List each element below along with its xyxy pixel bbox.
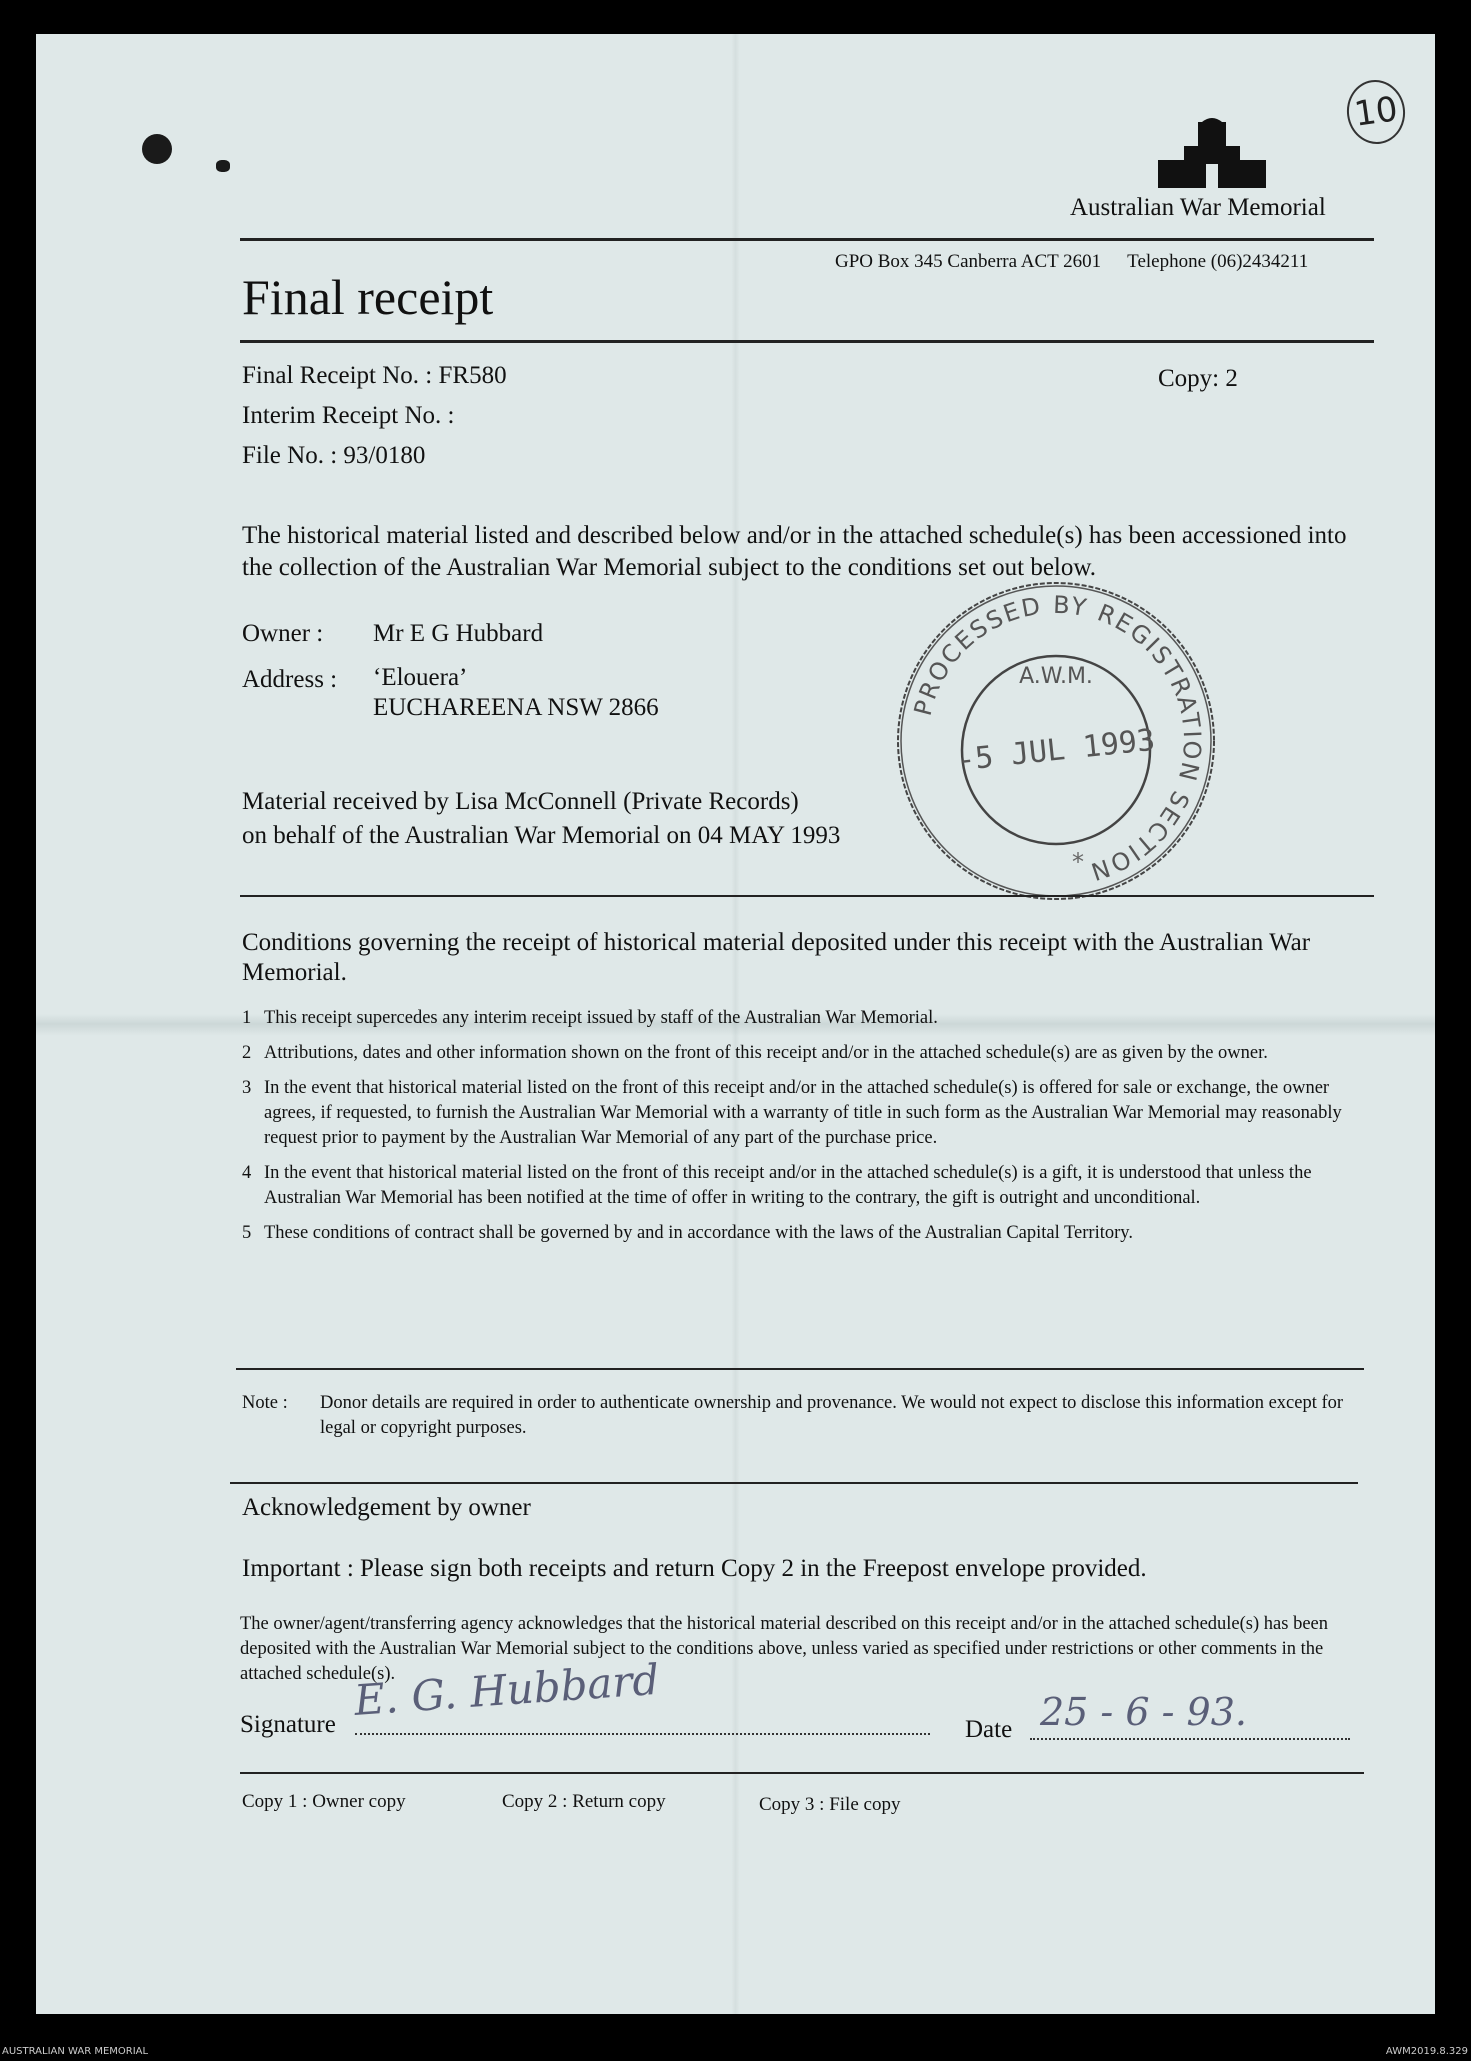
signature-handwriting: E. G. Hubbard: [352, 1654, 661, 1725]
note-text: Donor details are required in order to authenticate ownership and provenance. We would not expect to disclose this information except for legal or copyright purposes.: [320, 1393, 1344, 1438]
acknowledgement-title: Acknowledgement by owner: [242, 1494, 531, 1521]
final-receipt-number: [242, 362, 507, 390]
owner-label: Owner :: [242, 620, 324, 647]
owner-value: Mr E G Hubbard: [373, 620, 544, 647]
stamp-org: A.W.M.: [1019, 664, 1093, 689]
page-title: Final receipt: [242, 269, 494, 325]
note-divider: [230, 1482, 1358, 1484]
condition-number: 5: [242, 1223, 252, 1243]
punch-hole-torn: [216, 160, 230, 172]
final-receipt-label: Final Receipt No. :: [242, 362, 433, 389]
condition-text: In the event that historical material listed on the front of this receipt and/or in the attached schedule(s) is a gift, it is understood that unless the Australian War Memorial has been notified at the time of offer in writing to the contrary, the gift is outright and unconditional.: [264, 1163, 1312, 1208]
awm-logo-icon: [1158, 116, 1266, 188]
stamp-date: -5 JUL 1993: [955, 722, 1157, 779]
registration-stamp: [895, 580, 1217, 902]
condition-number: 1: [242, 1008, 252, 1028]
important-instruction: Important : Please sign both receipts and return Copy 2 in the Freepost envelope provided.: [242, 1555, 1147, 1582]
punch-hole: [142, 134, 172, 164]
condition-number: 4: [242, 1163, 252, 1183]
conditions-divider: [236, 1368, 1364, 1370]
copy-3-label: Copy 3 : File copy: [759, 1794, 901, 1815]
file-number: [242, 442, 425, 470]
condition-number: 3: [242, 1078, 252, 1098]
copy-1-label: Copy 1 : Owner copy: [242, 1791, 406, 1812]
file-label: File No. :: [242, 442, 338, 469]
date-handwriting: 25 - 6 - 93.: [1040, 1690, 1247, 1734]
address-label: Address :: [242, 666, 338, 693]
donor-note: [242, 1391, 1362, 1441]
header-divider: [240, 238, 1374, 241]
address-line-1: ‘Elouera’: [373, 664, 468, 691]
po-box: GPO Box 345 Canberra ACT 2601: [835, 251, 1102, 272]
stamp-star: *: [1072, 848, 1084, 876]
copy-value: 2: [1225, 365, 1238, 392]
signature-divider: [240, 1772, 1364, 1774]
condition-item: [242, 1161, 1362, 1211]
conditions-list: [242, 1006, 1362, 1256]
footer-accession-number: AWM2019.8.329: [1385, 2046, 1468, 2057]
received-by-line: Material received by Lisa McConnell (Private Records): [242, 788, 799, 815]
condition-text: These conditions of contract shall be governed by and in accordance with the laws of the Australian Capital Territory.: [264, 1223, 1133, 1243]
file-value: 93/0180: [343, 442, 426, 469]
date-label: Date: [965, 1716, 1013, 1743]
address-line-2: EUCHAREENA NSW 2866: [373, 694, 659, 721]
signature-line: [355, 1733, 930, 1735]
final-receipt-value: FR580: [438, 362, 507, 389]
acknowledgement-body: The owner/agent/transferring agency acknowledges that the historical material described on this receipt and/or in the attached schedule(s) has been deposited with the Australian War Memorial subject to the conditions above, unless varied as specified under restrictions or other comments in the attached schedule(s).: [240, 1614, 1328, 1684]
section-divider: [240, 895, 1374, 897]
org-name: Australian War Memorial: [1070, 194, 1326, 221]
interim-receipt-number: [242, 402, 454, 430]
condition-text: Attributions, dates and other information shown on the front of this receipt and/or in the attached schedule(s) are as given by the owner.: [264, 1043, 1268, 1063]
condition-item: [242, 1221, 1362, 1246]
copy-number: [1158, 365, 1238, 393]
copy-label: Copy:: [1158, 365, 1220, 392]
condition-item: [242, 1041, 1362, 1066]
intro-paragraph: The historical material listed and described below and/or in the attached schedule(s) has been accessioned into the collection of the Australian War Memorial subject to the conditions set out below.: [242, 522, 1347, 581]
condition-text: In the event that historical material listed on the front of this receipt and/or in the attached schedule(s) is offered for sale or exchange, the owner agrees, if requested, to furnish the Australian War Memorial with a warranty of title in such form as the Australian War Memorial may reasonably request prior to payment by the Australian War Memorial of any part of the purchase price.: [264, 1078, 1342, 1148]
telephone: Telephone (06)2434211: [1127, 251, 1309, 272]
note-label: Note :: [242, 1393, 288, 1413]
title-divider: [240, 340, 1374, 343]
condition-item: [242, 1006, 1362, 1031]
conditions-heading: Conditions governing the receipt of historical material deposited under this receipt with the Australian War Memorial.: [242, 929, 1311, 986]
condition-text: This receipt supercedes any interim receipt issued by staff of the Australian War Memorial.: [264, 1008, 938, 1028]
copy-2-label: Copy 2 : Return copy: [502, 1791, 666, 1812]
condition-number: 2: [242, 1043, 252, 1063]
date-line: [1030, 1738, 1350, 1740]
stamp-ring-text: PROCESSED BY REGISTRATION SECTION: [908, 590, 1207, 887]
handwritten-page-number: 10: [1343, 76, 1409, 147]
condition-item: [242, 1076, 1362, 1151]
received-on-line: on behalf of the Australian War Memorial on 04 MAY 1993: [242, 822, 841, 849]
signature-label: Signature: [240, 1711, 336, 1738]
org-contact: [835, 251, 1308, 273]
interim-receipt-label: Interim Receipt No. :: [242, 402, 455, 429]
footer-institution: AUSTRALIAN WAR MEMORIAL: [2, 2046, 149, 2057]
